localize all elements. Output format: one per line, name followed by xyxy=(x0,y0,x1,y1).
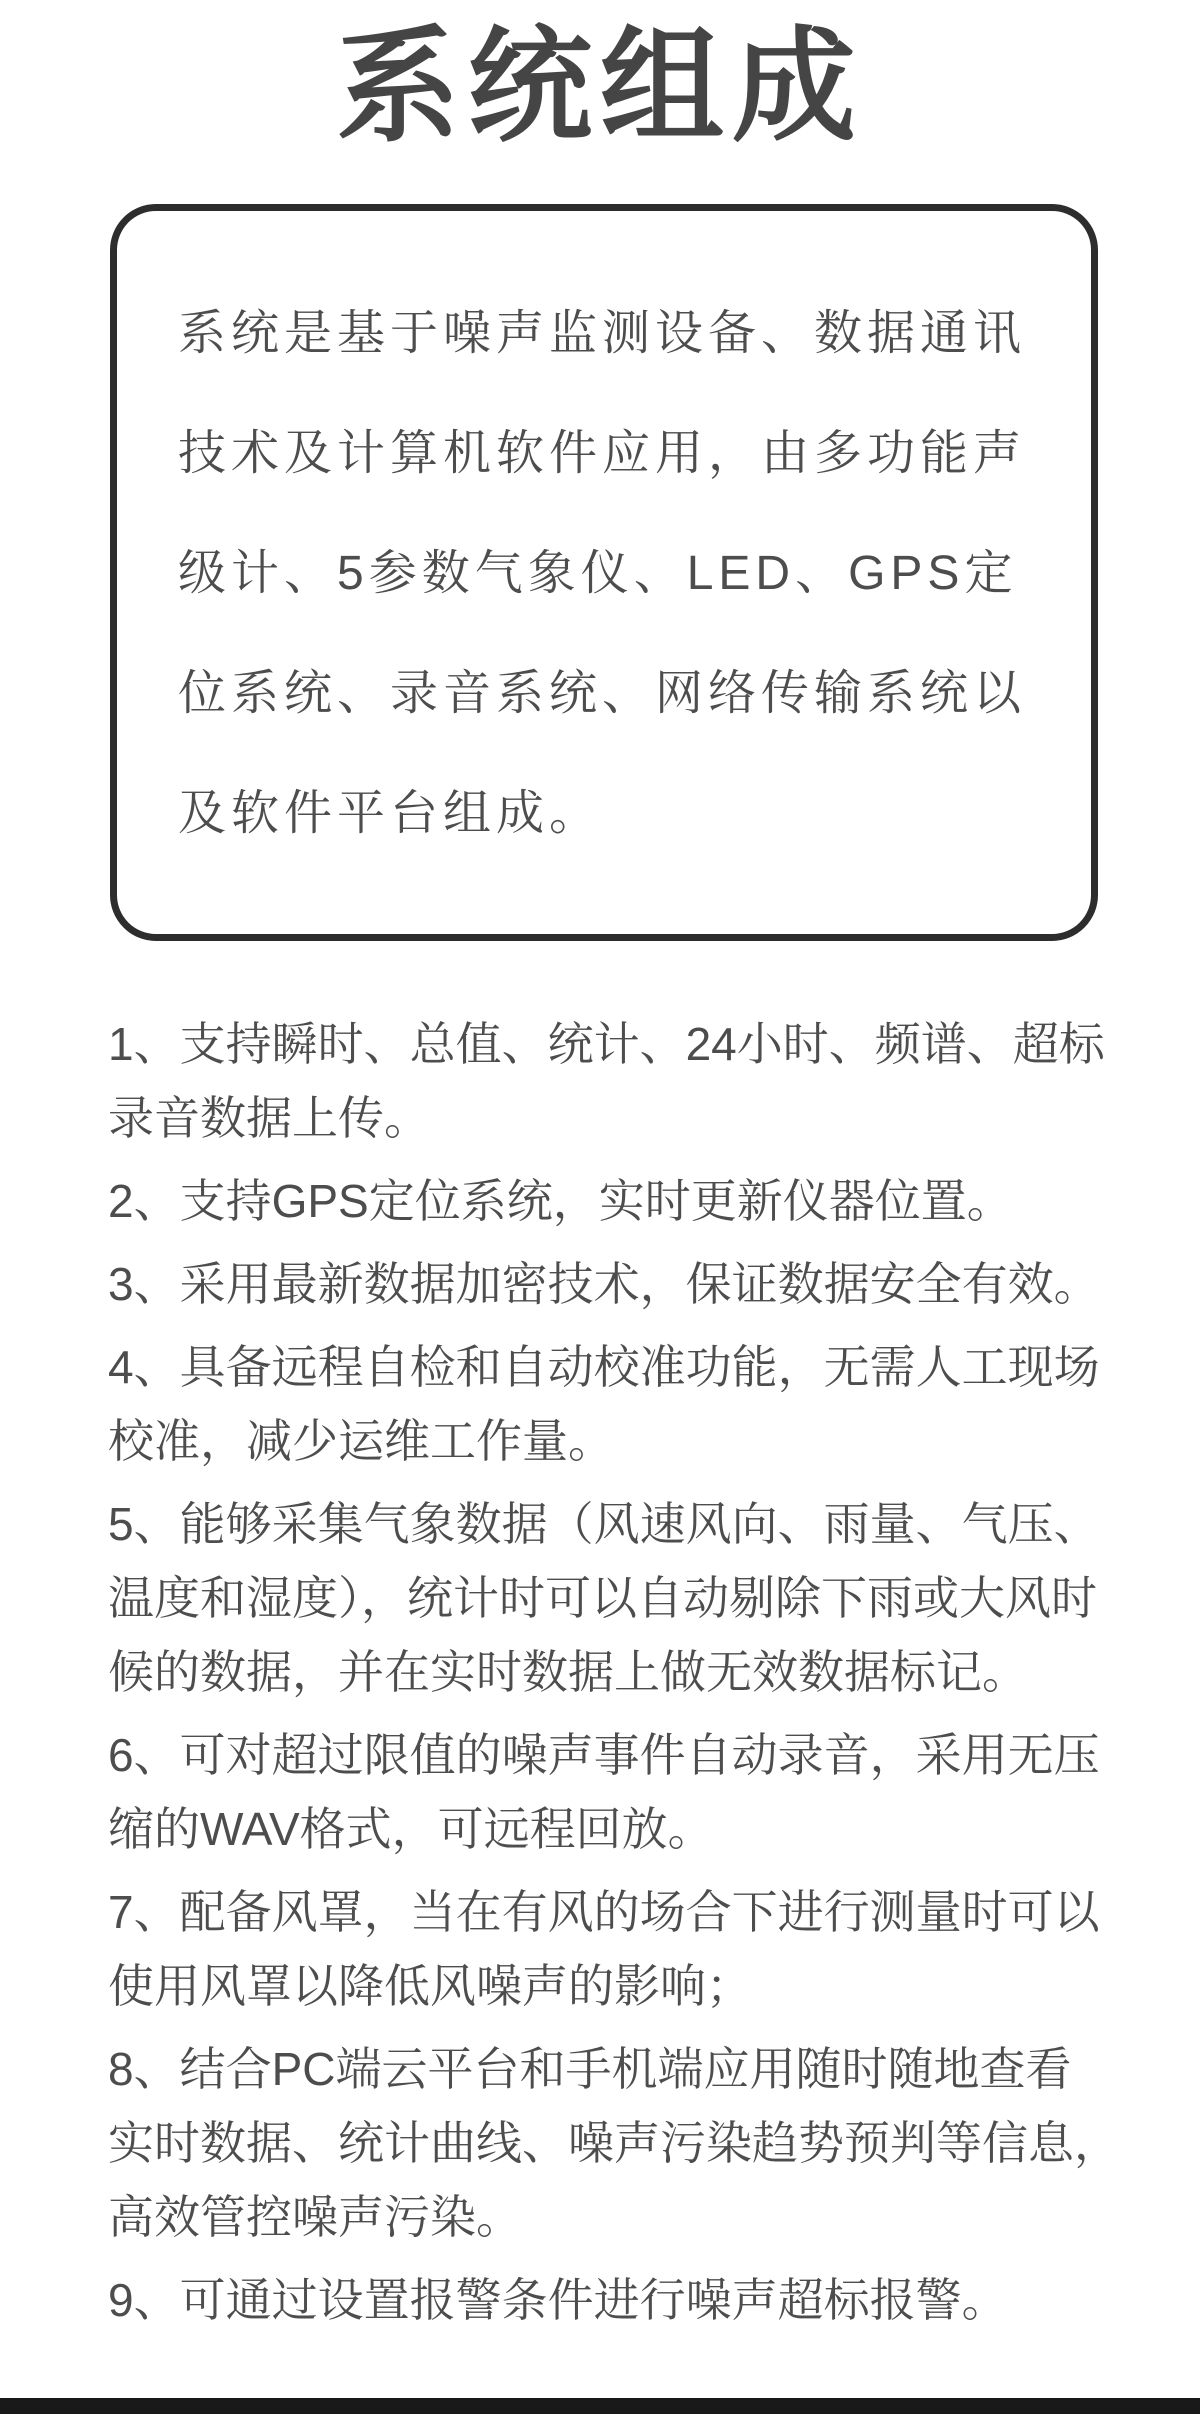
page-title: 系统组成 xyxy=(335,18,864,156)
feature-line: 3、采用最新数据加密技术，保证数据安全有效。 xyxy=(108,1258,1100,1310)
footer-bar xyxy=(0,2398,1200,2414)
feature-item-1 xyxy=(108,1007,1118,1155)
feature-line: 1、支持瞬时、总值、统计、24小时、频谱、超标 xyxy=(108,1018,1105,1070)
intro-line: 系统是基于噪声监测设备、数据通讯 xyxy=(178,307,1027,360)
feature-line: 5、能够采集气象数据（风速风向、雨量、气压、 xyxy=(108,1498,1100,1550)
intro-line: 技术及计算机软件应用，由多功能声 xyxy=(178,427,1027,480)
feature-item-7 xyxy=(108,1875,1118,2023)
feature-item-3 xyxy=(108,1247,1118,1321)
feature-line: 6、可对超过限值的噪声事件自动录音，采用无压 xyxy=(108,1729,1100,1781)
feature-line: 缩的WAV格式，可远程回放。 xyxy=(108,1803,714,1855)
feature-list xyxy=(108,1007,1118,2346)
feature-item-2 xyxy=(108,1164,1118,1238)
feature-line: 8、结合PC端云平台和手机端应用随时随地查看 xyxy=(108,2043,1072,2095)
feature-line: 2、支持GPS定位系统，实时更新仪器位置。 xyxy=(108,1175,1013,1227)
feature-line: 录音数据上传。 xyxy=(108,1092,430,1144)
feature-line: 高效管控噪声污染。 xyxy=(108,2191,522,2243)
feature-line: 7、配备风罩，当在有风的场合下进行测量时可以 xyxy=(108,1886,1100,1938)
feature-item-6 xyxy=(108,1718,1118,1866)
intro-box xyxy=(110,204,1098,941)
feature-line: 9、可通过设置报警条件进行噪声超标报警。 xyxy=(108,2274,1008,2326)
feature-item-8 xyxy=(108,2032,1118,2254)
feature-line: 候的数据，并在实时数据上做无效数据标记。 xyxy=(108,1646,1028,1698)
feature-line: 4、具备远程自检和自动校准功能，无需人工现场 xyxy=(108,1341,1100,1393)
intro-line: 位系统、录音系统、网络传输系统以 xyxy=(178,667,1027,720)
feature-line: 使用风罩以降低风噪声的影响； xyxy=(108,1960,752,2012)
feature-item-5 xyxy=(108,1487,1118,1709)
feature-line: 校准，减少运维工作量。 xyxy=(108,1415,614,1467)
feature-item-4 xyxy=(108,1330,1118,1478)
feature-line: 实时数据、统计曲线、噪声污染趋势预判等信息， xyxy=(108,2117,1120,2169)
feature-line: 温度和湿度），统计时可以自动剔除下雨或大风时 xyxy=(108,1572,1097,1624)
intro-line: 级计、5参数气象仪、LED、GPS定 xyxy=(178,547,1018,600)
intro-line: 及软件平台组成。 xyxy=(178,787,603,840)
feature-item-9 xyxy=(108,2263,1118,2337)
